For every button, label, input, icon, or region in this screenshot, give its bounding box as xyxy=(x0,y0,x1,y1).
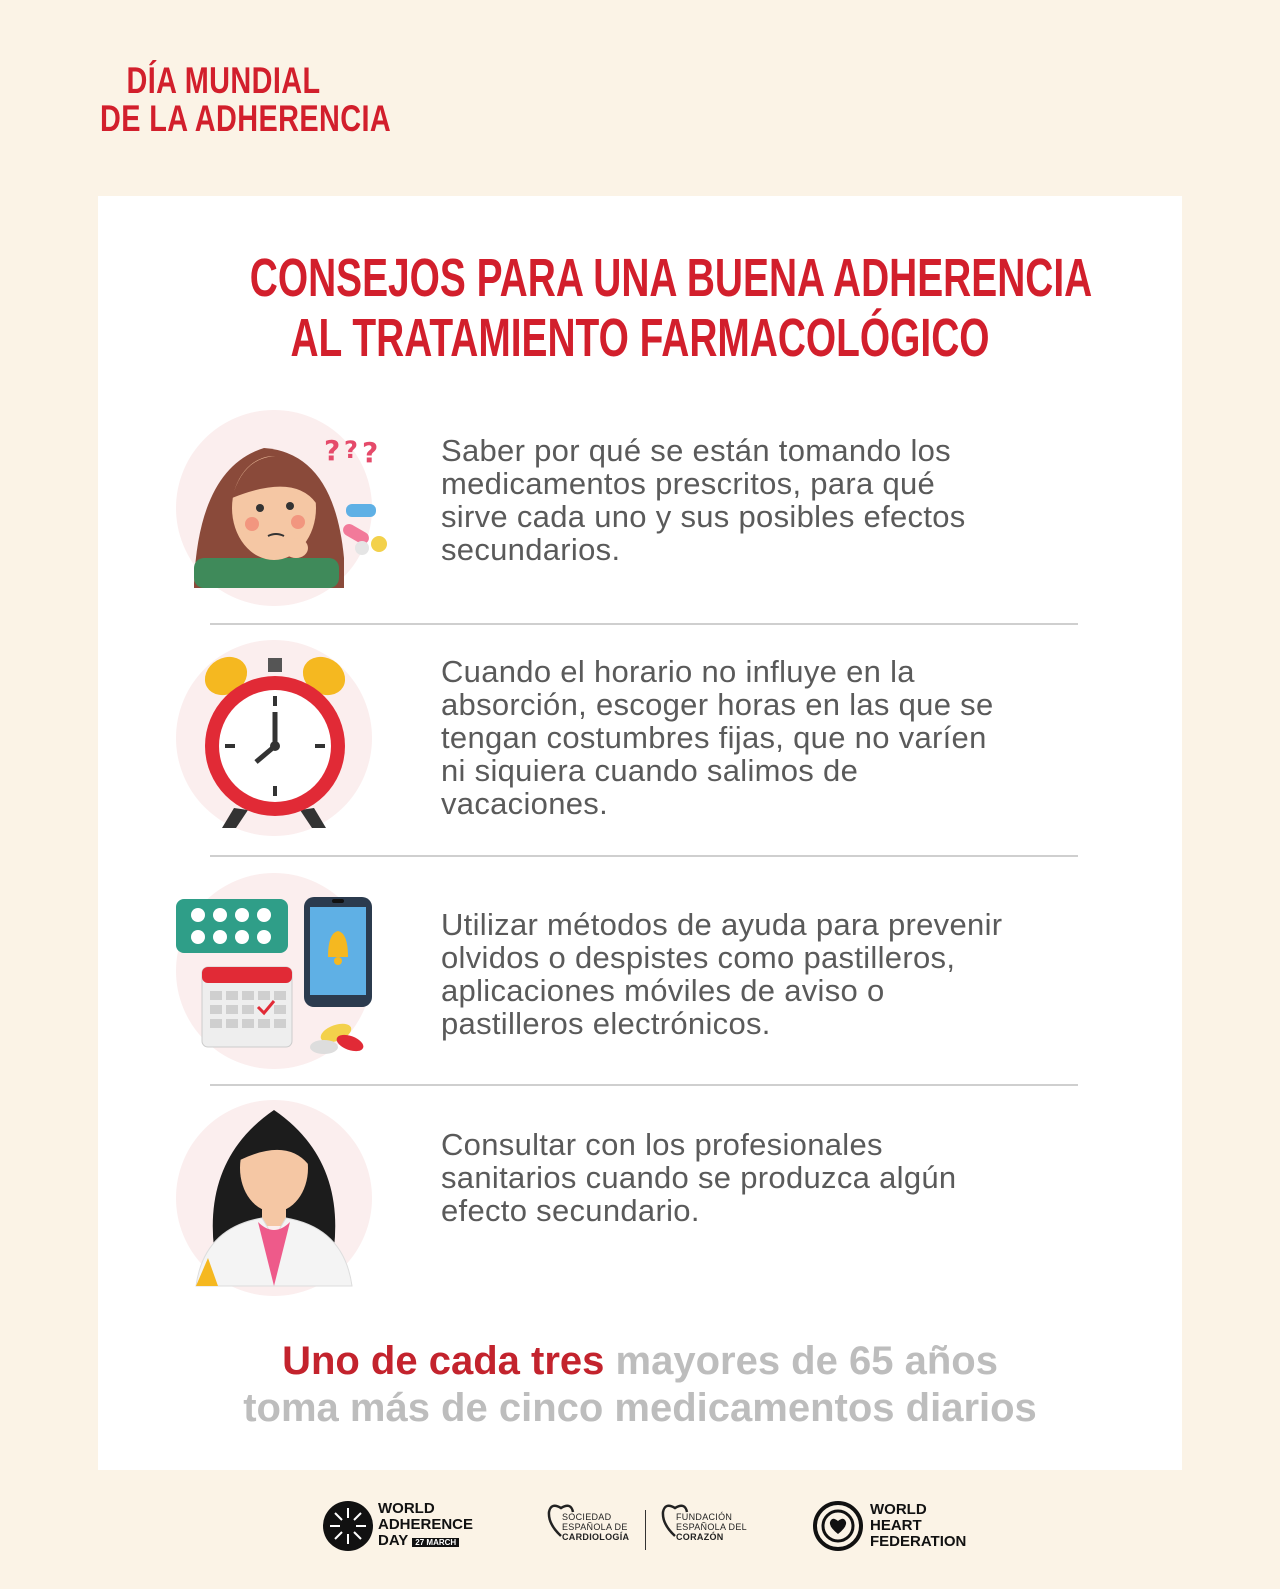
tip-line: olvidos o despistes como pastilleros, xyxy=(441,940,956,975)
tip-line: aplicaciones móviles de aviso o xyxy=(441,973,885,1008)
tip-line: efecto secundario. xyxy=(441,1193,700,1228)
tip-line: secundarios. xyxy=(441,532,621,567)
logo-text: WORLD xyxy=(870,1501,927,1518)
pill-reminder-icon xyxy=(174,871,394,1071)
tip-line: Saber por qué se están tomando los xyxy=(441,433,951,468)
tip-line: ni siquiera cuando salimos de xyxy=(441,753,859,788)
doctor-icon xyxy=(174,1098,394,1298)
sec-logo xyxy=(546,1494,629,1542)
brand-line-1: DÍA MUNDIAL xyxy=(126,60,321,101)
tip-line: absorción, escoger horas en las que se xyxy=(441,687,994,722)
logo-text: FEDERATION xyxy=(870,1533,967,1550)
svg-text:?: ? xyxy=(362,436,379,469)
card-title-line-2: AL TRATAMIENTO FARMACOLÓGICO xyxy=(290,308,990,368)
logo-text: ESPAÑOLA DEL xyxy=(676,1522,747,1532)
statistic-footer xyxy=(98,1338,1182,1432)
logo-text: CARDIOLOGÍA xyxy=(562,1532,630,1542)
confused-woman-icon xyxy=(174,408,394,608)
tip-line: medicamentos prescritos, para qué xyxy=(441,466,936,501)
logo-text: ESPAÑOLA DE xyxy=(562,1522,628,1532)
alarm-clock-icon xyxy=(174,638,394,838)
tip-1-text xyxy=(441,434,1121,566)
world-heart-federation-logo xyxy=(812,1500,966,1552)
divider xyxy=(210,623,1078,625)
heart-ring-icon xyxy=(812,1500,864,1552)
card-title-line-1: CONSEJOS PARA UNA BUENA ADHERENCIA xyxy=(249,248,1093,308)
logo-text: HEART xyxy=(870,1517,922,1534)
svg-text:?: ? xyxy=(324,434,341,467)
tip-line: sirve cada uno y sus posibles efectos xyxy=(441,499,966,534)
card-title xyxy=(249,248,1093,368)
tip-4-text xyxy=(441,1128,1121,1227)
logo-text: ADHERENCE xyxy=(378,1516,474,1533)
tip-3-text xyxy=(441,908,1121,1040)
divider xyxy=(210,1084,1078,1086)
tip-line: Consultar con los profesionales xyxy=(441,1127,883,1162)
logo-text: WORLD xyxy=(378,1500,435,1517)
tips-card xyxy=(98,196,1182,1470)
logo-separator xyxy=(645,1510,646,1550)
tip-line: Utilizar métodos de ayuda para prevenir xyxy=(441,907,1003,942)
tip-line: vacaciones. xyxy=(441,786,609,821)
statistic-rest: mayores de 65 años xyxy=(615,1339,998,1383)
brand-title xyxy=(100,62,391,138)
sunburst-icon xyxy=(322,1500,374,1552)
statistic-highlight: Uno de cada tres xyxy=(282,1339,605,1383)
brand-line-2: DE LA ADHERENCIA xyxy=(100,98,392,139)
logo-text: FUNDACIÓN xyxy=(676,1512,733,1522)
tip-line: pastilleros electrónicos. xyxy=(441,1006,771,1041)
partner-logos xyxy=(0,1500,1280,1580)
statistic-line-2: toma más de cinco medicamentos diarios xyxy=(243,1386,1037,1430)
logo-text: CORAZÓN xyxy=(676,1532,724,1542)
divider xyxy=(210,855,1078,857)
tip-line: sanitarios cuando se produzca algún xyxy=(441,1160,957,1195)
logo-date: 27 MARCH xyxy=(412,1538,459,1547)
logo-text: DAY xyxy=(378,1532,409,1549)
tip-line: Cuando el horario no influye en la xyxy=(441,654,915,689)
svg-text:?: ? xyxy=(344,436,358,464)
tip-2-text xyxy=(441,655,1121,820)
fec-logo xyxy=(660,1494,747,1542)
world-adherence-day-logo xyxy=(322,1500,473,1552)
tip-line: tengan costumbres fijas, que no varíen xyxy=(441,720,987,755)
logo-text: SOCIEDAD xyxy=(562,1512,612,1522)
